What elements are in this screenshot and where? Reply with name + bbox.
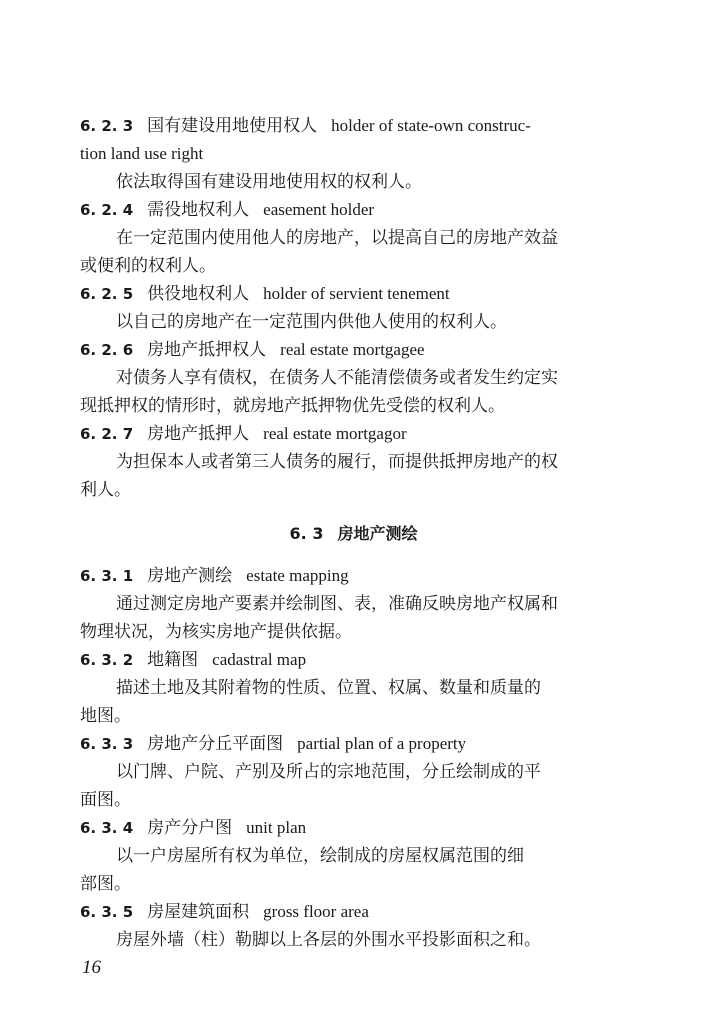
- term-number: 6. 3. 4: [80, 819, 134, 837]
- definition-text: 描述土地及其附着物的性质、位置、权属、数量和质量的: [116, 678, 541, 698]
- term-chinese: 国有建设用地使用权人: [147, 116, 318, 136]
- definition-line: [80, 252, 620, 280]
- definition-text: 房屋外墙（柱）勒脚以上各层的外围水平投影面积之和。: [116, 930, 541, 950]
- term-line: [80, 420, 620, 448]
- term-english: gross floor area: [263, 902, 369, 921]
- term-english: partial plan of a property: [297, 734, 467, 753]
- definition-text: 通过测定房地产要素并绘制图、表，准确反映房地产权属和: [116, 594, 558, 614]
- term-english: easement holder: [263, 200, 375, 219]
- definition-text: 现抵押权的情形时，就房地产抵押物优先受偿的权利人。: [80, 396, 505, 416]
- definition-line: [80, 870, 620, 898]
- term-line: [80, 562, 620, 590]
- definition-text: 依法取得国有建设用地使用权的权利人。: [116, 172, 422, 192]
- definition-line: [80, 618, 620, 646]
- term-number: 6. 2. 4: [80, 201, 134, 219]
- term-number: 6. 2. 3: [80, 117, 134, 135]
- term-english: holder of servient tenement: [263, 284, 450, 303]
- section-number: 6. 3: [289, 524, 324, 543]
- term-english-continued: tion land use right: [80, 144, 204, 163]
- definition-text: 地图。: [80, 706, 131, 726]
- definition-text: 以门牌、户院、产别及所占的宗地范围，分丘绘制成的平: [116, 762, 541, 782]
- term-number: 6. 3. 3: [80, 735, 134, 753]
- term-number: 6. 2. 7: [80, 425, 134, 443]
- term-english: holder of state-own construc-: [331, 116, 531, 135]
- section-heading: [0, 520, 707, 548]
- term-english: real estate mortgagor: [263, 424, 407, 443]
- definition-text: 利人。: [80, 480, 131, 500]
- definition-line: [116, 926, 620, 954]
- term-english: unit plan: [246, 818, 307, 837]
- definition-text: 或便利的权利人。: [80, 256, 216, 276]
- definition-text: 物理状况，为核实房地产提供依据。: [80, 622, 352, 642]
- term-english: estate mapping: [246, 566, 349, 585]
- definition-text: 面图。: [80, 790, 131, 810]
- term-number: 6. 2. 6: [80, 341, 134, 359]
- term-chinese: 房屋建筑面积: [147, 902, 250, 922]
- term-line: [80, 730, 620, 758]
- term-number: 6. 3. 1: [80, 567, 134, 585]
- definition-text: 在一定范围内使用他人的房地产，以提高自己的房地产效益: [116, 228, 558, 248]
- term-line: [80, 898, 620, 926]
- term-english: real estate mortgagee: [280, 340, 425, 359]
- term-english: cadastral map: [212, 650, 307, 669]
- definition-line: [116, 364, 620, 392]
- term-line: [80, 646, 620, 674]
- definition-line: [80, 786, 620, 814]
- definition-text: 部图。: [80, 874, 131, 894]
- term-line: [80, 336, 620, 364]
- term-line: [80, 280, 620, 308]
- term-chinese: 房地产抵押权人: [147, 340, 267, 360]
- page-number: 16: [82, 957, 101, 978]
- term-chinese: 房地产抵押人: [147, 424, 250, 444]
- term-chinese: 房地产分丘平面图: [147, 734, 284, 754]
- definition-line: [116, 674, 620, 702]
- term-line: [80, 112, 620, 140]
- definition-line: [116, 224, 620, 252]
- definition-line: [116, 842, 620, 870]
- definition-line: [116, 448, 620, 476]
- term-number: 6. 3. 2: [80, 651, 134, 669]
- definition-line: [80, 392, 620, 420]
- term-number: 6. 3. 5: [80, 903, 134, 921]
- definition-line: [116, 590, 620, 618]
- term-number: 6. 2. 5: [80, 285, 134, 303]
- definition-line: [116, 308, 620, 336]
- definition-text: 为担保本人或者第三人债务的履行，而提供抵押房地产的权: [116, 452, 558, 472]
- definition-line: [80, 702, 620, 730]
- term-chinese: 房地产测绘: [147, 566, 233, 586]
- definition-text: 对债务人享有债权，在债务人不能清偿债务或者发生约定实: [116, 368, 558, 388]
- term-line: [80, 196, 620, 224]
- definition-text: 以自己的房地产在一定范围内供他人使用的权利人。: [116, 312, 507, 332]
- definition-line: [116, 758, 620, 786]
- term-line: [80, 814, 620, 842]
- section-title: 房地产测绘: [337, 524, 418, 543]
- term-line-continued: [80, 140, 620, 168]
- definition-line: [116, 168, 620, 196]
- term-chinese: 地籍图: [147, 650, 199, 670]
- definition-text: 以一户房屋所有权为单位，绘制成的房屋权属范围的细: [116, 846, 524, 866]
- term-chinese: 供役地权利人: [147, 284, 250, 304]
- definition-line: [80, 476, 620, 504]
- term-chinese: 需役地权利人: [147, 200, 250, 220]
- term-chinese: 房产分户图: [147, 818, 233, 838]
